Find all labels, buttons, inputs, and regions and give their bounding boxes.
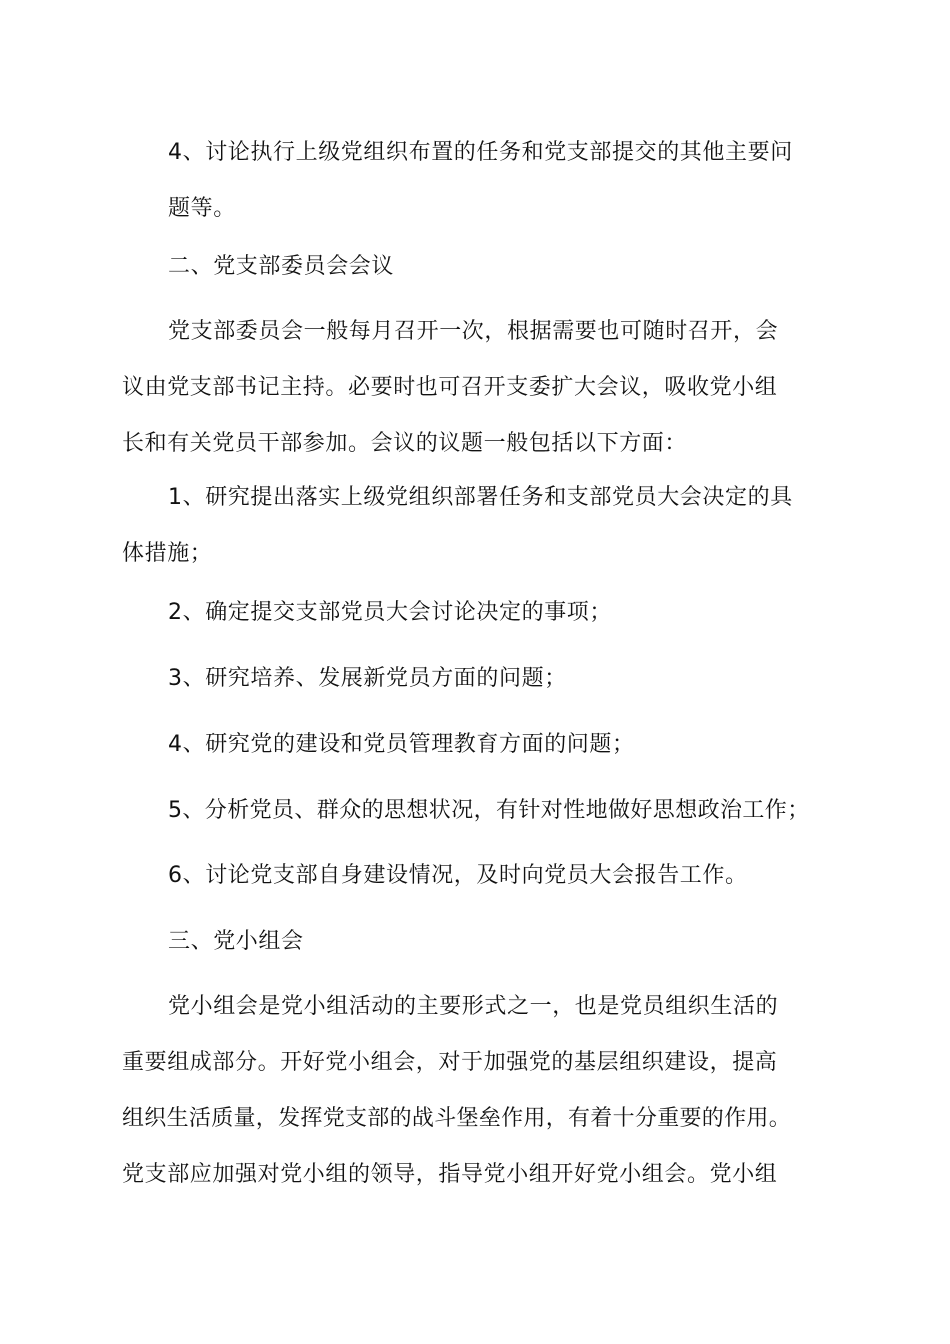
section-heading-3 — [122, 914, 832, 970]
list-item-5 — [122, 783, 832, 839]
list-item-2 — [122, 585, 832, 641]
paragraph-item-4-tasks — [122, 125, 832, 237]
text-line: 二、党支部委员会会议 — [168, 254, 395, 279]
text-line: 4、研究党的建设和党员管理教育方面的问题； — [168, 732, 635, 757]
text-line: 长和有关党员干部参加。会议的议题一般包括以下方面： — [122, 431, 688, 456]
text-line: 2、确定提交支部党员大会讨论决定的事项； — [168, 600, 612, 625]
text-line: 党小组会是党小组活动的主要形式之一，也是党员组织生活的 — [168, 994, 779, 1019]
text-line: 题等。 — [168, 196, 236, 221]
text-line: 4、讨论执行上级党组织布置的任务和党支部提交的其他主要问 — [168, 140, 793, 165]
text-line: 5、分析党员、群众的思想状况，有针对性地做好思想政治工作； — [168, 798, 810, 823]
text-line: 体措施； — [122, 541, 213, 566]
paragraph-committee-meeting — [122, 304, 832, 472]
section-heading-2 — [122, 239, 832, 295]
list-item-4 — [122, 717, 832, 773]
text-line: 1、研究提出落实上级党组织部署任务和支部党员大会决定的具 — [168, 485, 793, 510]
list-item-3 — [122, 651, 832, 707]
list-item-1 — [122, 470, 832, 582]
paragraph-group-meeting — [122, 979, 832, 1203]
text-line: 三、党小组会 — [168, 929, 304, 954]
text-line: 组织生活质量，发挥党支部的战斗堡垒作用，有着十分重要的作用。 — [122, 1106, 792, 1131]
text-line: 重要组成部分。开好党小组会，对于加强党的基层组织建设，提高 — [122, 1050, 778, 1075]
text-line: 3、研究培养、发展新党员方面的问题； — [168, 666, 567, 691]
text-line: 议由党支部书记主持。必要时也可召开支委扩大会议，吸收党小组 — [122, 375, 778, 400]
text-line: 党支部委员会一般每月召开一次，根据需要也可随时召开，会 — [168, 319, 779, 344]
text-line: 党支部应加强对党小组的领导，指导党小组开好党小组会。党小组 — [122, 1162, 778, 1187]
text-line: 6、讨论党支部自身建设情况，及时向党员大会报告工作。 — [168, 863, 748, 888]
list-item-6 — [122, 848, 832, 904]
